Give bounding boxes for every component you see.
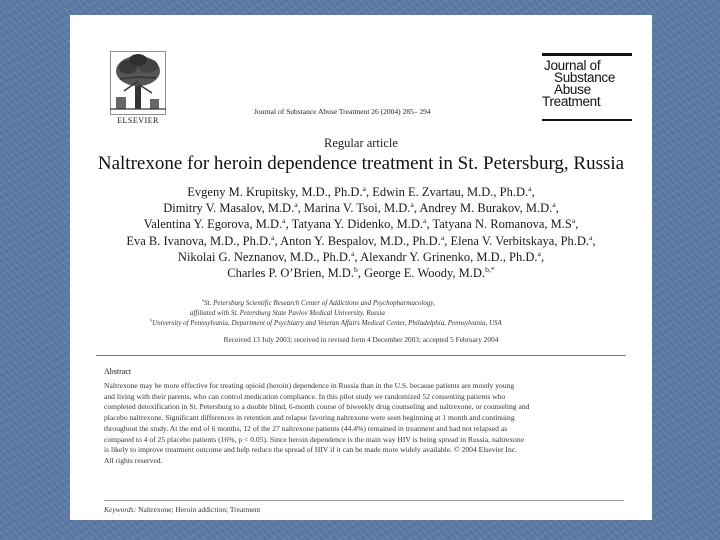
abstract-line: throughout the study. At the end of 6 months, 12 of the 27 naltrexone patients (44.4%) remained in treatment and had not relapsed as: [104, 423, 508, 433]
masthead-line: Abuse: [554, 82, 591, 97]
publisher-logo: [106, 51, 170, 133]
article-type: Regular article: [324, 136, 398, 150]
affiliations: [150, 298, 590, 328]
author-line: Valentina Y. Egorova, M.D.$^a$, Tatyana Y. Didenko, M.D.$^a$, Tatyana N. Romanova, $M.S^a$,: [143, 216, 579, 232]
article-title: Naltrexone for heroin dependence treatment in St. Petersburg, Russia: [97, 153, 625, 174]
received-dates: Received 13 July 2003; received in revised form 4 December 2003; accepted 5 February 2004: [223, 335, 499, 344]
journal-masthead: [542, 53, 632, 121]
abstract-line: compared to 4 of 25 placebo patients (16%, p < 0.05). Since heroin dependence is the main way HIV is being spread in Russia, naltrexone: [104, 434, 524, 444]
author-line: Eva B. Ivanova, M.D., Ph.D.$^a$, Anton Y. Bespalov, M.D., Ph.D.$^a$, Elena V. Verbitskaya, Ph.D.$^a$,: [126, 232, 596, 248]
affiliation-b: $^b$University of Pennsylvania, Department of Psychiatry and Veteran Affairs Medical Center, Philadelphia, Pennsylvania, USA: [150, 317, 502, 327]
abstract-line: is likely to improve treatment outcome and help reduce the spread of HIV if it can be made more widely available. © 2004 Elsevier Inc.: [104, 445, 518, 455]
author-line: Dimitry V. Masalov, M.D.$^a$, Marina V. Tsoi, M.D.$^a$, Andrey M. Burakov, M.D.$^a$,: [163, 200, 559, 216]
divider: [96, 355, 626, 356]
abstract-body: [104, 381, 624, 467]
abstract-line: completed detoxification in St. Petersburg to a double blind, 6-month course of biweekly drug counseling and naltrexone, or counseling and: [104, 402, 530, 412]
author-list: [70, 184, 652, 281]
elsevier-tree-icon: [110, 51, 166, 115]
keywords: [104, 505, 260, 514]
author-line: Evgeny M. Krupitsky, M.D., Ph.D.$^a$, Edwin E. Zvartau, M.D., Ph.D.$^a$,: [187, 183, 535, 199]
keywords-text: Naltrexone; Heroin addiction; Treatment: [138, 505, 261, 514]
masthead-line: Substance: [554, 70, 616, 85]
abstract-line: Naltrexone may be more effective for treating opioid (heroin) dependence in Russia than in the U.S. because patients are mostly young: [104, 381, 515, 390]
affiliation-a: $^a$St. Petersburg Scientific Research Center of Addictions and Psychopharmacology,: [202, 297, 435, 307]
masthead-line: Journal of: [544, 58, 601, 73]
masthead-line: Treatment: [542, 94, 601, 109]
keywords-label: Keywords:: [104, 505, 137, 514]
article-page: [70, 15, 652, 520]
abstract-line: and living with their parents, who can control medication compliance. In this pilot study we randomized 52 consenting patients who: [104, 391, 506, 401]
divider: [104, 500, 624, 501]
abstract-line: All rights reserved.: [104, 455, 163, 465]
abstract-line: placebo naltrexone. Significant differences in retention and relapse favoring naltrexone were seen beginning at 1 month and continuing: [104, 413, 515, 423]
author-line: Nikolai G. Neznanov, M.D., Ph.D.$^a$, Alexandr Y. Grinenko, M.D., Ph.D.$^a$,: [177, 248, 545, 264]
author-line: Charles P. O’Brien, M.D.$^b$, George E. Woody, M.D.$^{b,*}$: [227, 264, 495, 281]
abstract-heading: Abstract: [104, 367, 132, 376]
citation: Journal of Substance Abuse Treatment 26 (2004) 285– 294: [254, 107, 431, 116]
affiliation-a-cont: affiliated with St. Petersburg State Pavlov Medical University, Russia: [190, 309, 385, 317]
publisher-name: ELSEVIER: [117, 116, 159, 125]
